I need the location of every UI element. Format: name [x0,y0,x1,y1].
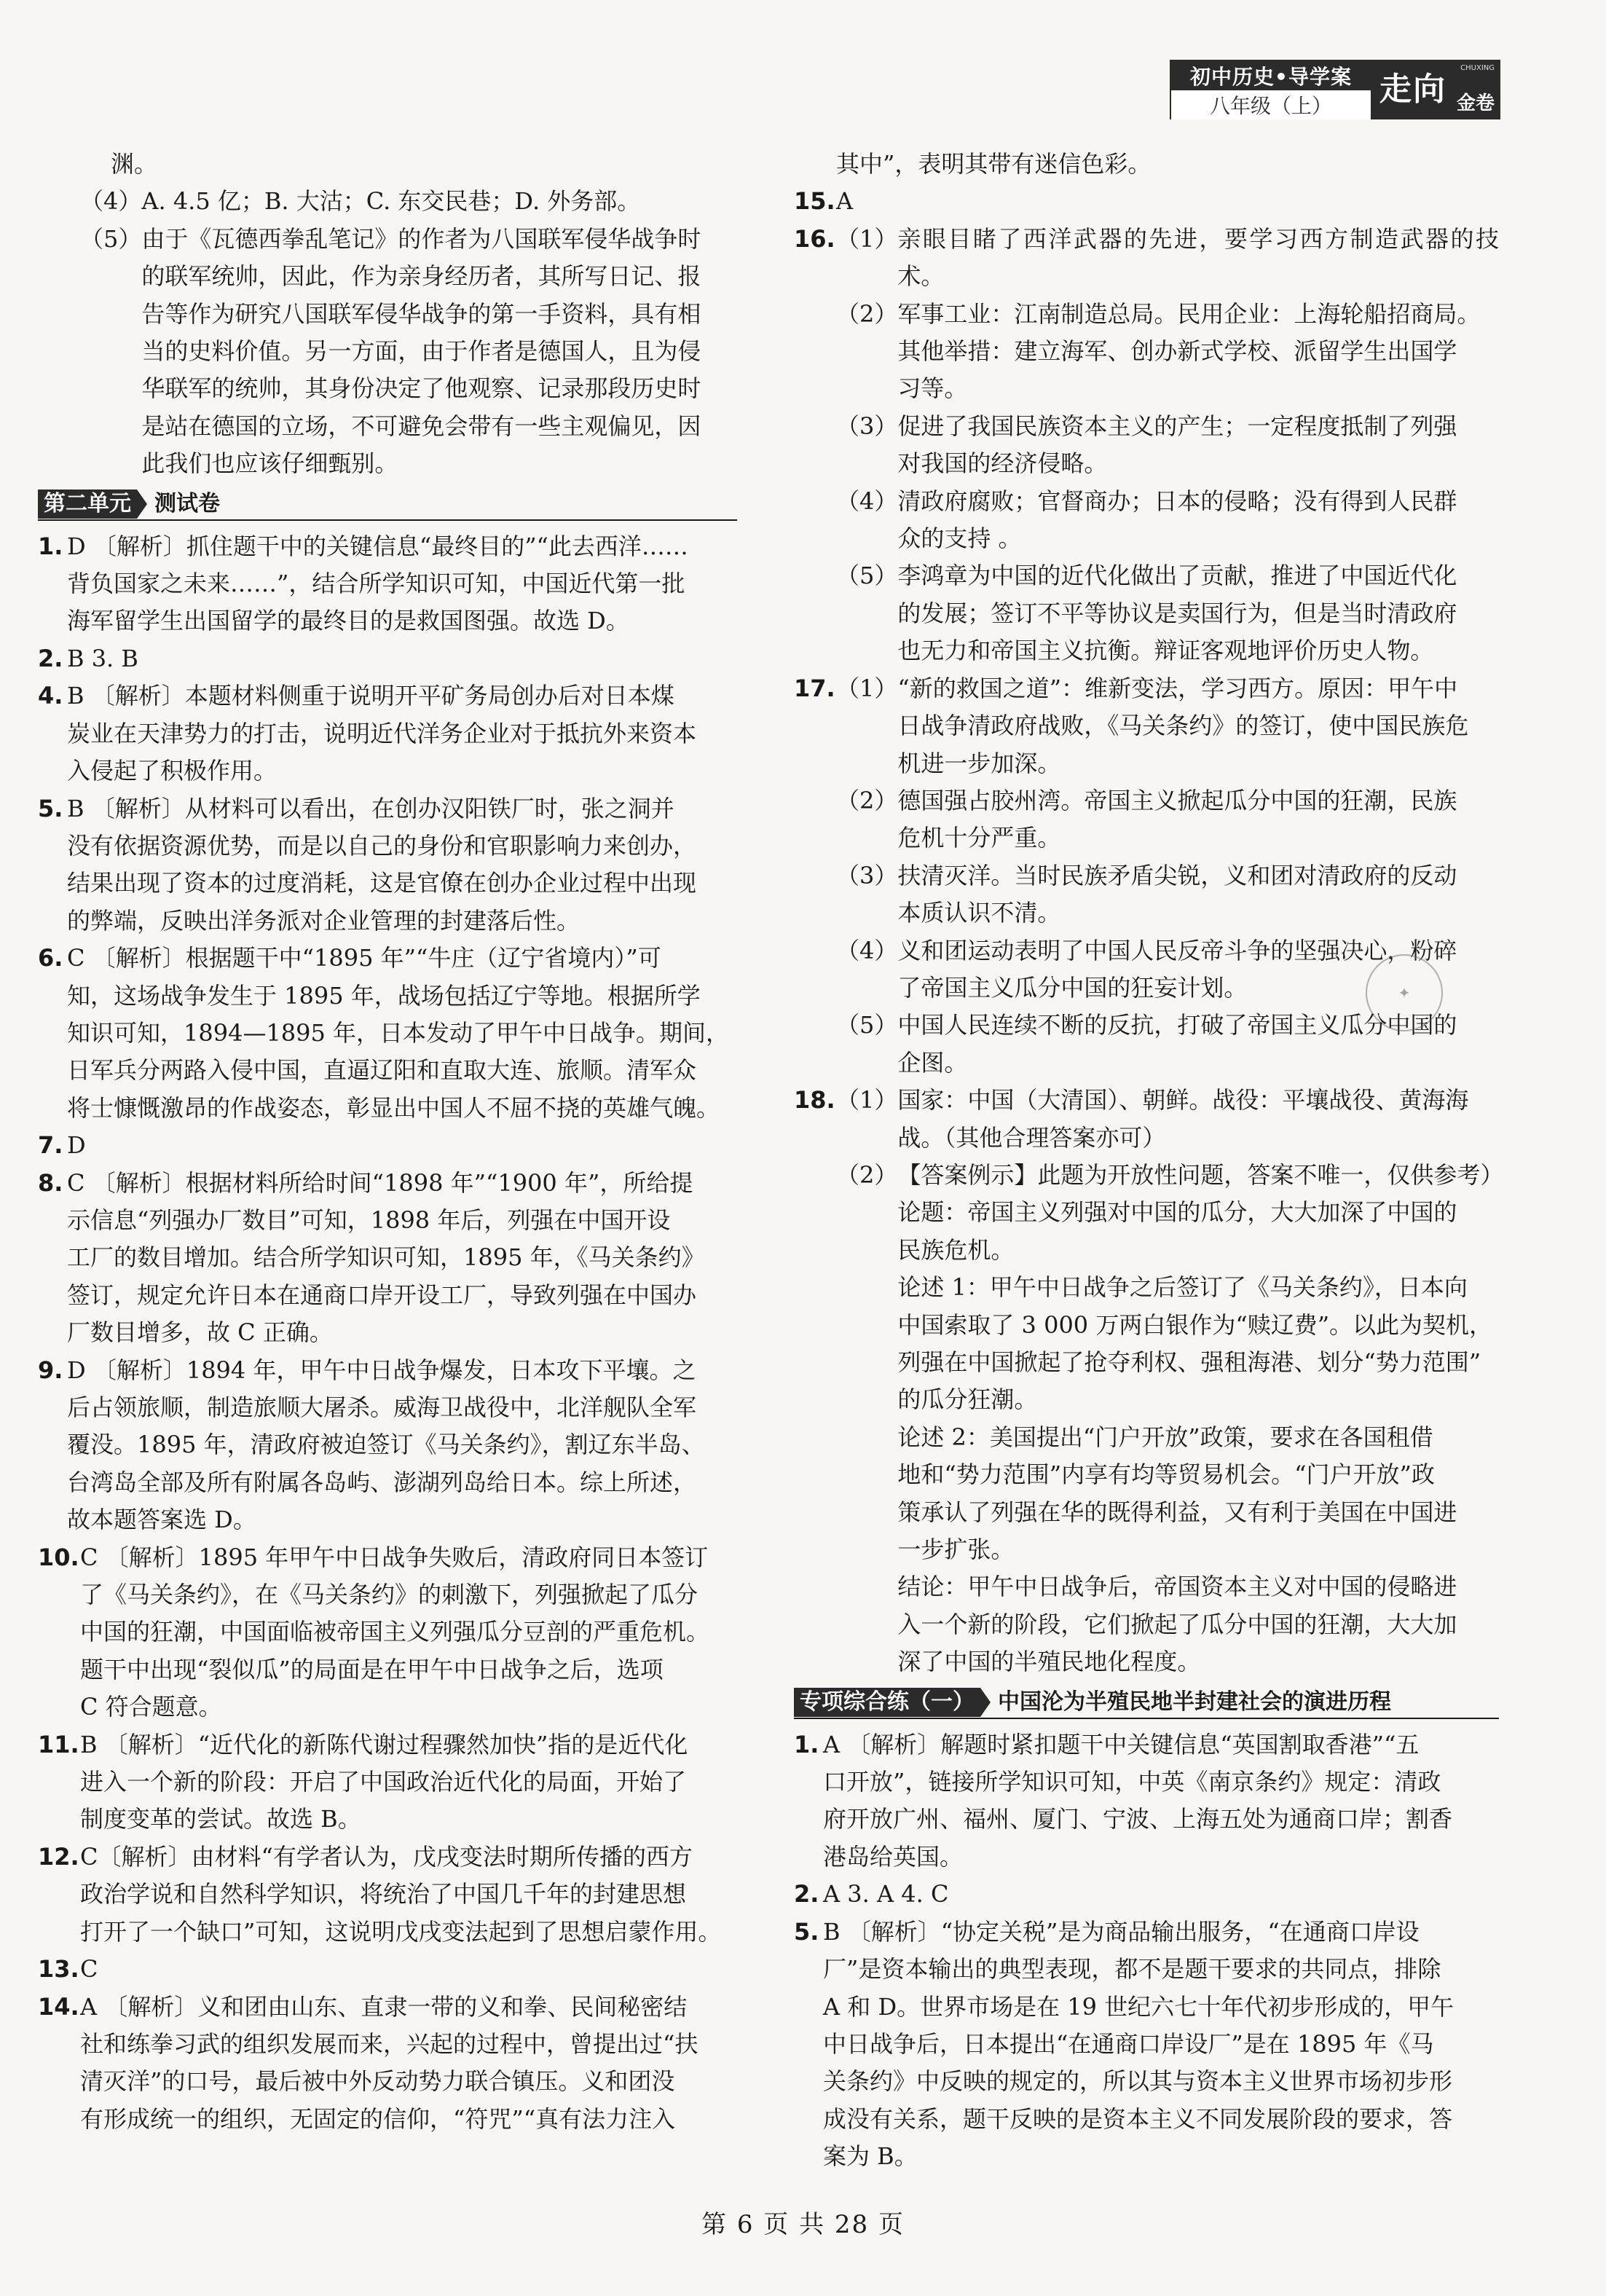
text-line: 海军留学生出国留学的最终目的是救国图强。故选 D。 [67,607,629,635]
answer-subpart [836,483,1499,558]
text-line: 题干中出现“裂似瓜”的局面是在甲午中日战争之后，选项 [80,1655,664,1683]
text-line: 将士慷慨激昂的作战姿态，彰显出中国人不屈不挠的英雄气魄。 [67,1093,720,1122]
answer-5-text [141,221,737,483]
answer-text [80,1726,737,1839]
answer-number: 9. [38,1356,63,1384]
answer-subpart [836,857,1499,932]
text-line: 机进一步加深。 [897,749,1061,777]
subpart-index: （4） [836,936,898,964]
text-line: 案为 B。 [823,2142,918,2171]
answer-text [67,1352,737,1539]
text-line: 李鸿章为中国的近代化做出了贡献，推进了中国近代化 [897,562,1457,590]
section-title: 中国沦为半殖民地半封建社会的演进历程 [998,1688,1391,1715]
text-line: 社和练拳习武的组织发展而来，兴起的过程中，曾提出过“扶 [80,2029,698,2058]
answer-16-parts [836,221,1499,670]
text-line: 入一个新的阶段，它们掀起了瓜分中国的狂潮，大大加 [897,1610,1457,1638]
answer-number: 10. [38,1543,79,1571]
answer-subpart [836,408,1499,483]
text-line: C [80,1955,98,1984]
answer-text [67,528,737,640]
subpart-index: （2） [836,786,898,814]
answer-text [80,1839,737,1951]
answer-number: 1. [38,532,63,560]
answer-text: A [836,187,854,216]
answer-number: 1. [794,1730,819,1758]
text-line: 后占领旅顺，制造旅顺大屠杀。威海卫战役中，北洋舰队全军 [67,1393,697,1421]
subpart-text [897,857,1499,932]
text-line: 深了中国的半殖民地化程度。 [897,1648,1201,1676]
text-line: 厂”是资本输出的典型表现，都不是题干要求的共同点，排除 [823,1955,1441,1984]
answer-number: 15. [794,187,835,216]
text-line: 日战争清政府战败，《马关条约》的签订，使中国民族危 [897,712,1469,740]
answer-number: 2. [38,644,63,672]
text-line: 口开放”，链接所学知识可知，中英《南京条约》规定：清政 [823,1768,1441,1796]
answer-item [38,1165,737,1352]
answer-text [823,1726,1499,1876]
text-line: 故本题答案选 D。 [67,1506,256,1534]
text-line: 中国的狂潮，中国面临被帝国主义列强瓜分豆剖的严重危机。 [80,1618,710,1646]
answer-number: 7. [38,1131,63,1160]
answer-text [823,1876,1499,1913]
text-line: 制度变革的尝试。故选 B。 [80,1805,361,1833]
answer-number: 17. [794,674,835,702]
text-line: 台湾岛全部及所有附属各岛屿、澎湖列岛给日本。综上所述， [67,1468,697,1496]
text-line: 中日战争后，日本提出“在通商口岸设厂”是在 1895 年《马 [823,2029,1434,2058]
text-line: 其他举措：建立海军、创办新式学校、派留学生出国学 [897,337,1457,366]
text-line: 战。（其他合理答案亦可） [897,1123,1166,1152]
answer-16 [794,221,1499,670]
text-line: 告等作为研究八国联军侵华战争的第一手资料，具有相 [141,299,701,328]
answer-text [823,1914,1499,2176]
section-tag-arrow [980,1688,991,1717]
section-tag: 第二单元 [38,490,137,519]
text-line: 炭业在天津势力的打击，说明近代洋务企业对于抵抗外来资本 [67,719,697,747]
text-line: 企图。 [897,1048,968,1077]
page-number: 第 6 页 共 28 页 [701,2210,905,2239]
text-line: 当的史料价值。另一方面，由于作者是德国人，且为侵 [141,337,701,366]
text-line: 背负国家之未来……”，结合所学知识可知，中国近代第一批 [67,570,685,598]
answer-item [38,790,737,940]
subpart-index: （1） [836,1086,898,1114]
answer-number: 8. [38,1168,63,1197]
subpart-text [897,483,1499,558]
text-line: 入侵起了积极作用。 [67,757,277,785]
brand-logo-box [1372,60,1500,119]
continued-text: 渊。 [111,150,158,178]
grade-label: 八年级（上） [1171,90,1371,119]
text-line: 扶清灭洋。当时民族矛盾尖锐，义和团对清政府的反动 [897,861,1457,889]
brand-logo: 走向 [1379,71,1446,108]
answer-subpart [836,782,1499,857]
subpart-text [897,221,1499,296]
text-line: 亲眼目睹了西洋武器的先进，要学习西方制造武器的技术。 [897,224,1499,291]
subpart-text [897,296,1499,408]
answer-5 [38,221,737,483]
brand-suffix: 金卷 [1456,93,1495,114]
answer-number: 6. [38,944,63,972]
text-line: 厂数目增多，故 C 正确。 [67,1318,333,1347]
left-answer-list [38,528,737,2138]
answer-number: 2. [794,1880,819,1908]
subpart-index: （5） [836,1011,898,1039]
text-line: 的瓜分狂潮。 [897,1385,1038,1414]
text-line: D [67,1131,86,1160]
text-line: D 〔解析〕1894 年，甲午中日战争爆发，日本攻下平壤。之 [67,1356,696,1384]
answer-16-first [794,221,1499,670]
text-line: A 3. A 4. C [823,1880,949,1908]
text-line: 军事工业：江南制造总局。民用企业：上海轮船招商局。 [897,299,1481,328]
answer-item [38,1839,737,1951]
answer-number: 12. [38,1842,79,1871]
text-line: 有形成统一的组织，无固定的信仰，“符咒”“真有法力注入 [80,2104,676,2133]
text-line: 的弊端，反映出洋务派对企业管理的封建落后性。 [67,906,580,935]
answer-number: 5. [794,1917,819,1946]
answer-item [38,1127,737,1164]
subpart-index: （2） [836,299,898,328]
answer-item [794,1876,1499,1913]
text-line: 论述 1：甲午中日战争之后签订了《马关条约》，日本向 [897,1273,1468,1302]
text-line: C 〔解析〕根据题干中“1895 年”“牛庄（辽宁省境内）”可 [67,944,661,972]
text-line: 日军兵分两路入侵中国，直逼辽阳和直取大连、旅顺。清军众 [67,1056,697,1085]
text-line: 没有依据资源优势，而是以自己的身份和官职影响力来创办， [67,831,697,860]
answer-subpart [836,557,1499,669]
text-line: 了《马关条约》，在《马关条约》的刺激下，列强掀起了瓜分 [80,1581,698,1609]
answer-text [67,1127,737,1164]
text-line: 成没有关系，题干反映的是资本主义不同发展阶段的要求，答 [823,2104,1453,2133]
answer-text [67,790,737,940]
answer-item [38,1726,737,1839]
text-line: 结果出现了资本的过度消耗，这是官僚在创办企业过程中出现 [67,869,697,897]
text-line: 促进了我国民族资本主义的产生；一定程度抵制了列强 [897,412,1457,440]
text-line: 此我们也应该仔细甄别。 [141,449,398,478]
answer-subpart [836,1157,1504,1681]
answer-item [38,1951,737,1988]
text-line: 府开放广州、福州、厦门、宁波、上海五处为通商口岸；割香 [823,1805,1453,1833]
subpart-text [897,670,1499,782]
series-title: 初中历史•导学案 [1171,61,1371,90]
answer-15 [794,183,1499,220]
text-line: 中国索取了 3 000 万两白银作为“赎辽费”。以此为契机， [897,1310,1493,1339]
text-line: 清政府腐败；官督商办；日本的侵略；没有得到人民群 [897,487,1457,515]
answer-text [67,1165,737,1352]
answer-item [38,1539,737,1726]
answer-18-parts [836,1082,1504,1681]
text-line: 义和团运动表明了中国人民反帝斗争的坚强决心，粉碎 [897,936,1457,964]
answer-item [794,1726,1499,1876]
header-brand [1170,60,1500,119]
text-line: 危机十分严重。 [897,824,1061,852]
text-line: 本质认识不清。 [897,899,1061,927]
subpart-text [897,557,1499,669]
answer-text [80,1951,737,1988]
text-line: C 〔解析〕根据材料所给时间“1898 年”“1900 年”，所给提 [67,1168,693,1197]
text-line: 港岛给英国。 [823,1842,964,1871]
text-line: C 〔解析〕1895 年甲午中日战争失败后，清政府同日本签订 [80,1543,709,1571]
text-line: 民族危机。 [897,1235,1015,1264]
answer-text [67,940,737,1127]
subpart-text [897,1082,1499,1157]
text-line: 签订，规定允许日本在通商口岸开设工厂，导致列强在中国办 [67,1281,697,1309]
answer-number: 11. [38,1730,79,1758]
text-line: A 和 D。世界市场是在 19 世纪六七十年代初步形成的，甲午 [823,1992,1455,2021]
answer-item [38,640,737,677]
text-line: 清灭洋”的口号，最后被中外反动势力联合镇压。义和团没 [80,2067,675,2096]
answer-number: 18. [794,1086,835,1114]
subpart-index: （1） [836,674,898,702]
text-line: 德国强占胶州湾。帝国主义掀起瓜分中国的狂潮，民族 [897,786,1457,814]
answer-subpart [836,1082,1499,1157]
brand-english: CHUXING [1460,64,1495,72]
right-answer-list [794,1726,1499,2176]
text-line: 【答案例示】此题为开放性问题，答案不唯一，仅供参考） [897,1160,1504,1189]
section-tag: 专项综合练（一） [794,1688,980,1717]
text-line: 进入一个新的阶段：开启了中国政治近代化的局面，开始了 [80,1768,687,1796]
answer-5-index: （5） [80,224,142,253]
answer-item [38,1352,737,1539]
section-heading-unit2 [38,489,737,521]
subpart-index: （5） [836,562,898,590]
text-line: 习等。 [897,374,968,403]
text-line: A 〔解析〕解题时紧扣题干中关键信息“英国割取香港”“五 [823,1730,1420,1758]
answer-18-first [794,1082,1504,1681]
answer-text [67,640,737,677]
text-line: “新的救国之道”：维新变法，学习西方。原因：甲午中 [897,674,1458,702]
text-line: 政治学说和自然科学知识，将统治了中国几千年的封建思想 [80,1880,687,1908]
section-title: 测试卷 [154,490,220,516]
text-line: B 〔解析〕“协定关税”是为商品输出服务，“在通商口岸设 [823,1917,1420,1946]
text-line: 是站在德国的立场，不可避免会带有一些主观偏见，因 [141,412,701,440]
text-line: B 〔解析〕“近代化的新陈代谢过程骤然加快”指的是近代化 [80,1730,688,1758]
text-line: 国家：中国（大清国）、朝鲜。战役：平壤战役、黄海海 [897,1086,1469,1114]
text-line: 知，这场战争发生于 1895 年，战场包括辽宁等地。根据所学 [67,981,701,1010]
text-line: 了帝国主义瓜分中国的狂妄计划。 [897,973,1248,1002]
text-line: 策承认了列强在华的既得利益，又有利于美国在中国进 [897,1498,1457,1526]
subpart-index: （4） [836,487,898,515]
answer-item [38,677,737,790]
text-line: 的发展；签订不平等协议是卖国行为，但是当时清政府 [897,599,1457,627]
text-line: 论题：帝国主义列强对中国的瓜分，大大加深了中国的 [897,1198,1457,1227]
subpart-text [897,1157,1504,1681]
answer-subpart [836,221,1499,296]
subpart-text [897,408,1499,483]
section-tag-arrow [137,490,147,519]
text-line: 工厂的数目增加。结合所学知识可知，1895 年，《马关条约》 [67,1243,705,1272]
text-line: D 〔解析〕抓住题干中的关键信息“最终目的”“此去西洋…… [67,532,688,560]
subpart-index: （2） [836,1160,898,1189]
text-line: 也无力和帝国主义抗衡。辩证客观地评价历史人物。 [897,637,1434,665]
left-column [38,146,737,2138]
right-column [794,146,1504,2176]
answer-item [38,1989,737,2139]
answer-number: 16. [794,224,835,253]
subpart-text [897,782,1499,857]
text-line: 一步扩张。 [897,1536,1015,1564]
text-line: C 符合题意。 [80,1693,222,1721]
text-line: 的联军统帅，因此，作为亲身经历者，其所写日记、报 [141,262,701,291]
answer-4: （4）A. 4.5 亿；B. 大沽；C. 东交民巷；D. 外务部。 [80,187,641,216]
answer-18 [794,1082,1504,1681]
text-line: 众的支持 。 [897,524,1022,553]
section-heading-special [794,1687,1499,1719]
text-line: 关条约》中反映的规定的，所以其与资本主义世界市场初步形 [823,2067,1453,2096]
text-line: 华联军的统帅，其身份决定了他观察、记录那段历史时 [141,374,701,403]
answer-item [38,528,737,640]
text-line: A 〔解析〕义和团由山东、直隶一带的义和拳、民间秘密结 [80,1992,688,2021]
answer-text [67,677,737,790]
subpart-index: （1） [836,224,898,253]
text-line: 结论：甲午中日战争后，帝国资本主义对中国的侵略进 [897,1573,1457,1601]
text-line: 知识可知，1894—1895 年，日本发动了甲午中日战争。期间， [67,1018,730,1047]
answer-number: 4. [38,682,63,710]
answer-subpart [836,296,1499,408]
text-line: B 〔解析〕从材料可以看出，在创办汉阳铁厂时，张之洞并 [67,794,674,822]
text-line: 地和“势力范围”内享有均等贸易机会。“门户开放”政 [897,1460,1435,1489]
text-line: 打开了一个缺口”可知，这说明戊戌变法起到了思想启蒙作用。 [80,1917,722,1946]
answer-subpart [836,670,1499,782]
series-box [1170,60,1372,119]
subpart-index: （3） [836,412,898,440]
text-line: 覆没。1895 年，清政府被迫签订《马关条约》，割辽东半岛、 [67,1431,705,1459]
text-line: 由于《瓦德西拳乱笔记》的作者为八国联军侵华战争时 [141,224,701,253]
text-line: C〔解析〕由材料“有学者认为，戊戌变法时期所传播的西方 [80,1842,693,1871]
text-line: 示信息“列强办厂数目”可知，1898 年后，列强在中国开设 [67,1206,671,1234]
answer-number: 14. [38,1992,79,2021]
text-line: 对我国的经济侵略。 [897,449,1108,478]
text-line: B 3. B [67,644,138,672]
answer-text [80,1989,737,2139]
text-line: 中国人民连续不断的反抗，打破了帝国主义瓜分中国的 [897,1011,1457,1039]
stamp-mark: ✦ [1366,954,1443,1031]
text-line: B 〔解析〕本题材料侧重于说明开平矿务局创办后对日本煤 [67,682,674,710]
answer-item [38,940,737,1127]
text-line: 论述 2：美国提出“门户开放”政策，要求在各国租借 [897,1423,1433,1451]
answer-number: 5. [38,794,63,822]
continued-text: 其中”，表明其带有迷信色彩。 [836,150,1152,178]
subpart-index: （3） [836,861,898,889]
text-line: 列强在中国掀起了抢夺利权、强租海港、划分“势力范围” [897,1348,1481,1376]
answer-text [80,1539,737,1726]
answer-number: 13. [38,1955,79,1984]
answer-item [794,1914,1499,2176]
